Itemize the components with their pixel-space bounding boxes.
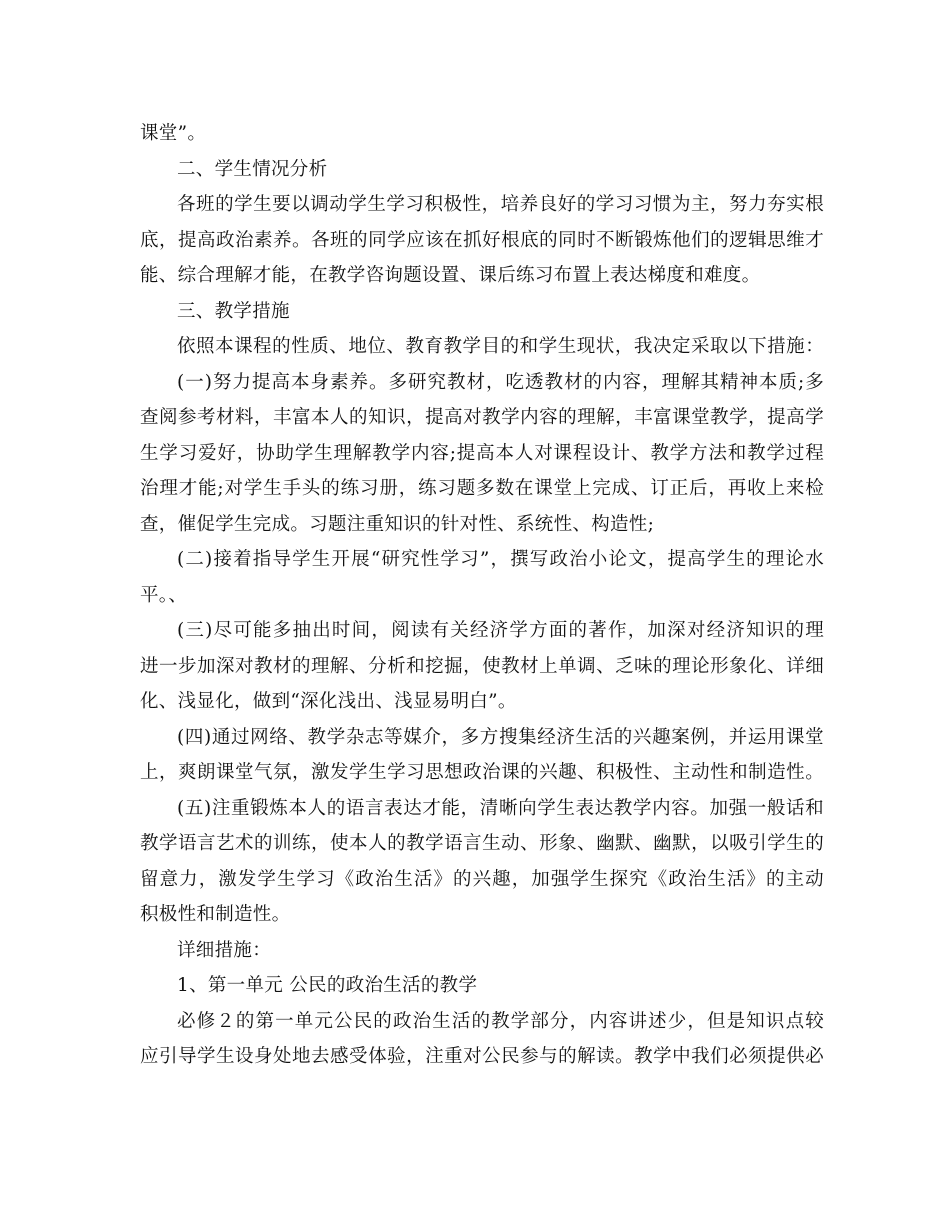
text-line: 生学习爱好，协助学生理解教学内容;提高本人对课程设计、教学方法和教学过程: [140, 442, 824, 464]
text-line: 积极性和制造性。: [140, 904, 291, 925]
section-heading: 详细措施：: [177, 939, 272, 961]
text-line: (一)努力提高本身素养。多研究教材，吃透教材的内容，理解其精神本质;多: [177, 371, 824, 393]
text-line: 应引导学生设身处地去感受体验，注重对公民参与的解读。教学中我们必须提供必: [140, 1046, 824, 1067]
text-line: 查，催促学生完成。习题注重知识的针对性、系统性、构造性;: [140, 513, 655, 535]
text-line: 课堂”。: [140, 123, 207, 144]
document-body: [140, 116, 824, 1075]
text-line: 必修２的第一单元公民的政治生活的教学部分，内容讲述少，但是知识点较: [177, 1010, 824, 1032]
text-line: (五)注重锻炼本人的语言表达才能，清晰向学生表达教学内容。加强一般话和: [177, 797, 824, 819]
text-line: 平。、: [140, 584, 188, 606]
text-line: 底，提高政治素养。各班的同学应该在抓好根底的同时不断锻炼他们的逻辑思维才: [140, 229, 824, 251]
section-heading: 三、教学措施: [177, 300, 290, 322]
text-line: 教学语言艺术的训练，使本人的教学语言生动、形象、幽默、幽默，以吸引学生的: [140, 833, 824, 854]
text-line: 治理才能;对学生手头的练习册，练习题多数在课堂上完成、订正后，再收上来检: [140, 478, 824, 499]
text-line: 留意力，激发学生学习《政治生活》的兴趣，加强学生探究《政治生活》的主动: [140, 868, 824, 890]
text-line: 进一步加深对教材的理解、分析和挖掘，使教材上单调、乏味的理论形象化、详细: [140, 655, 824, 677]
text-line: 查阅参考材料，丰富本人的知识，提高对教学内容的理解，丰富课堂教学，提高学: [140, 407, 824, 428]
section-heading: 二、学生情况分析: [177, 158, 328, 180]
text-line: 化、浅显化，做到“深化浅出、浅显易明白”。: [140, 691, 517, 712]
text-line: (二)接着指导学生开展“研究性学习”，撰写政治小论文，提高学生的理论水: [177, 549, 824, 570]
text-line: 依照本课程的性质、地位、教育教学目的和学生现状，我决定采取以下措施：: [177, 336, 824, 357]
text-line: (四)通过网络、教学杂志等媒介，多方搜集经济生活的兴趣案例，并运用课堂: [177, 726, 824, 748]
subsection-heading: 1、第一单元 公民的政治生活的教学: [177, 975, 478, 996]
text-line: 能、综合理解才能，在教学咨询题设置、课后练习布置上表达梯度和难度。: [140, 265, 761, 286]
text-line: (三)尽可能多抽出时间，阅读有关经济学方面的著作，加深对经济知识的理: [177, 620, 824, 641]
text-line: 各班的学生要以调动学生学习积极性，培养良好的学习习惯为主，努力夯实根: [177, 194, 824, 215]
text-line: 上，爽朗课堂气氛，激发学生学习思想政治课的兴趣、积极性、主动性和制造性。: [140, 762, 824, 783]
